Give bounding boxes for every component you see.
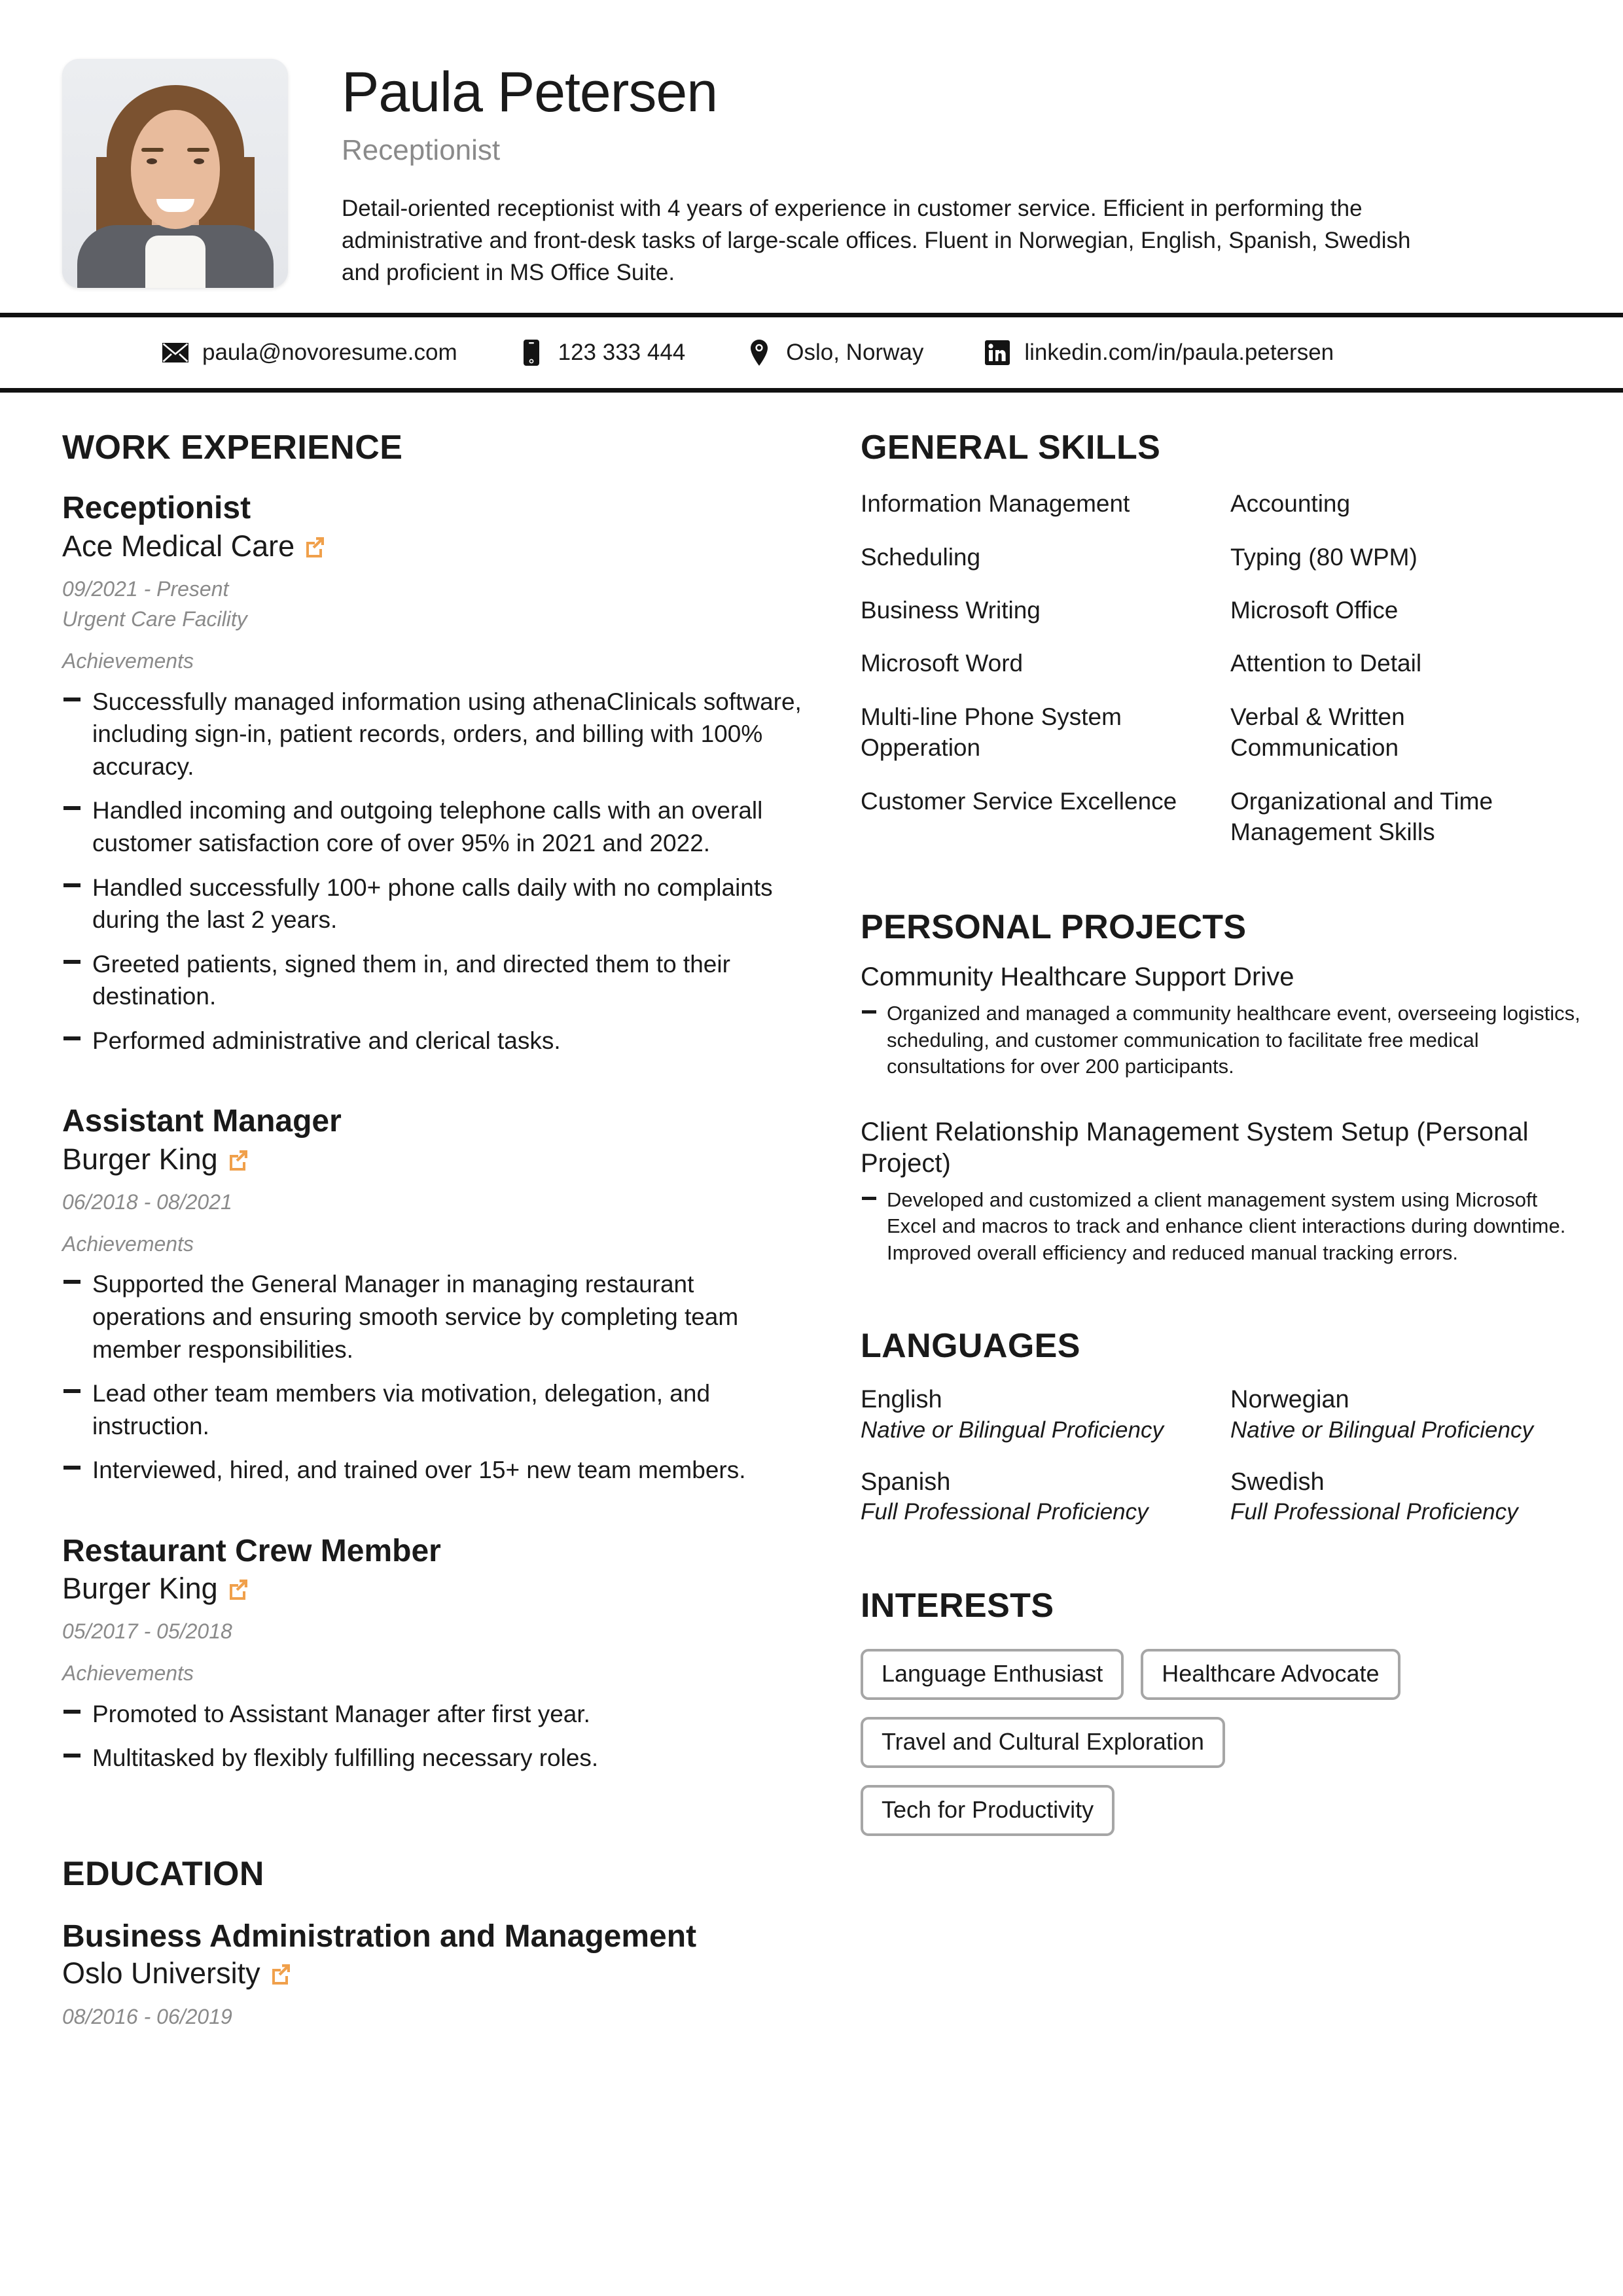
- section-title-interests: INTERESTS: [861, 1587, 1054, 1625]
- skill-item: Scheduling: [861, 543, 981, 571]
- candidate-summary: Detail-oriented receptionist with 4 years of experience in customer service. Efficient in performing the administrative and front-desk tasks of large-scale offices. Fluent in Norwegian, English, Spanish, Swedish and proficient in MS Office Suite.: [342, 196, 1411, 286]
- language-level: Full Professional Proficiency: [1230, 1499, 1518, 1525]
- work-experience-entry: [62, 492, 808, 1057]
- general-skills-grid: [861, 488, 1580, 847]
- language-entry: [1230, 1468, 1580, 1527]
- language-name: English: [861, 1386, 942, 1414]
- job-company-name: Ace Medical Care: [62, 529, 295, 563]
- job-company: [62, 529, 808, 563]
- language-level: Native or Bilingual Proficiency: [1230, 1417, 1533, 1443]
- envelope-icon: [160, 343, 190, 362]
- contact-phone[interactable]: [516, 340, 686, 366]
- contact-bar: [0, 317, 1623, 388]
- achievement-item: Multitasked by flexibly fulfilling necessary roles.: [62, 1742, 808, 1775]
- project-bullet: Organized and managed a community healthcare event, overseeing logistics, scheduling, and customer communication to facilitate free medical consultations for over 200 participants.: [861, 1000, 1580, 1080]
- interests-list: [861, 1649, 1580, 1853]
- mobile-phone-icon: [516, 340, 546, 366]
- job-achievements-list: [62, 1698, 808, 1775]
- interests-row: [861, 1649, 1580, 1717]
- project-title: Community Healthcare Support Drive: [861, 963, 1294, 992]
- achievements-label: Achievements: [62, 1232, 194, 1256]
- personal-project-entry: [861, 961, 1580, 1080]
- project-bullet: Developed and customized a client management system using Microsoft Excel and macros to track and enhance client interactions during downtime. Improved overall efficiency and reduced manual tracking errors.: [861, 1187, 1580, 1266]
- education-entry: [62, 1920, 808, 2029]
- job-subtitle: Urgent Care Facility: [62, 607, 247, 631]
- education-school-name: Oslo University: [62, 1956, 260, 1990]
- language-level: Native or Bilingual Proficiency: [861, 1417, 1164, 1443]
- skill-item: Customer Service Excellence: [861, 787, 1177, 815]
- portrait-eye-left: [147, 158, 157, 164]
- language-name: Spanish: [861, 1468, 951, 1496]
- external-link-icon[interactable]: [304, 535, 326, 557]
- skill-item: Accounting: [1230, 490, 1351, 518]
- left-column: [62, 431, 808, 2028]
- portrait-eyebrow-right: [187, 148, 209, 152]
- skill-item: Business Writing: [861, 597, 1041, 624]
- header-text-block: [288, 59, 1448, 289]
- job-dates: 09/2021 - Present: [62, 576, 229, 601]
- language-name: Swedish: [1230, 1468, 1325, 1496]
- language-entry: [861, 1385, 1230, 1444]
- skill-item: Microsoft Word: [861, 650, 1024, 677]
- achievement-item: Handled incoming and outgoing telephone calls with an overall customer satisfaction core of over 95% in 2021 and 2022.: [62, 794, 808, 859]
- contact-location[interactable]: [744, 340, 923, 366]
- linkedin-icon: [982, 340, 1012, 365]
- language-name: Norwegian: [1230, 1386, 1349, 1414]
- contact-email[interactable]: [160, 340, 457, 366]
- interest-chip[interactable]: Tech for Productivity: [861, 1785, 1115, 1836]
- job-company: [62, 1572, 808, 1606]
- skill-item: Microsoft Office: [1230, 597, 1399, 624]
- language-level: Full Professional Proficiency: [861, 1499, 1149, 1525]
- job-company-name: Burger King: [62, 1142, 218, 1176]
- portrait-shirt: [145, 236, 205, 288]
- achievements-label: Achievements: [62, 649, 194, 673]
- languages-grid: [861, 1385, 1580, 1526]
- candidate-job-title: Receptionist: [342, 134, 501, 166]
- profile-photo: [62, 59, 288, 288]
- external-link-icon[interactable]: [227, 1148, 249, 1171]
- header-divider-top: [0, 313, 1623, 317]
- achievement-item: Handled successfully 100+ phone calls daily with no complaints during the last 2 years.: [62, 872, 808, 936]
- job-company: [62, 1142, 808, 1176]
- achievement-item: Successfully managed information using athenaClinicals software, including sign-in, patient records, orders, and billing with 100% accuracy.: [62, 686, 808, 783]
- project-title: Client Relationship Management System Setup (Personal Project): [861, 1118, 1529, 1178]
- language-entry: [1230, 1385, 1580, 1444]
- project-bullets: [861, 1000, 1580, 1080]
- achievement-item: Performed administrative and clerical tasks.: [62, 1025, 808, 1057]
- contact-email-text: paula@novoresume.com: [202, 340, 457, 366]
- interests-row: [861, 1785, 1580, 1853]
- work-experience-entry: [62, 1105, 808, 1486]
- achievement-item: Greeted patients, signed them in, and directed them to their destination.: [62, 948, 808, 1013]
- spacer: [861, 1526, 1580, 1589]
- skill-item: Multi-line Phone System Opperation: [861, 703, 1122, 762]
- job-achievements-list: [62, 1268, 808, 1486]
- achievements-label: Achievements: [62, 1661, 194, 1686]
- job-role: Assistant Manager: [62, 1104, 342, 1139]
- spacer: [861, 1266, 1580, 1329]
- section-title-education: EDUCATION: [62, 1854, 264, 1893]
- job-role: Receptionist: [62, 491, 251, 526]
- contact-linkedin[interactable]: [982, 340, 1334, 366]
- achievement-item: Promoted to Assistant Manager after first year.: [62, 1698, 808, 1731]
- candidate-name: Paula Petersen: [342, 61, 718, 124]
- right-column: [861, 431, 1580, 2028]
- job-achievements-list: [62, 686, 808, 1057]
- contact-phone-text: 123 333 444: [558, 340, 686, 366]
- education-school: [62, 1956, 808, 1990]
- language-entry: [861, 1468, 1230, 1527]
- interest-chip[interactable]: Healthcare Advocate: [1141, 1649, 1400, 1700]
- resume-body: [0, 431, 1623, 2028]
- interest-chip[interactable]: Travel and Cultural Exploration: [861, 1717, 1225, 1768]
- section-title-work-experience: WORK EXPERIENCE: [62, 429, 403, 467]
- skill-item: Information Management: [861, 490, 1130, 518]
- external-link-icon[interactable]: [270, 1962, 292, 1985]
- achievement-item: Supported the General Manager in managing restaurant operations and ensuring smooth service by completing team member responsibilities.: [62, 1268, 808, 1366]
- section-title-personal-projects: PERSONAL PROJECTS: [861, 908, 1247, 947]
- achievement-item: Lead other team members via motivation, delegation, and instruction.: [62, 1377, 808, 1442]
- project-bullets: [861, 1187, 1580, 1266]
- portrait-eyebrow-left: [141, 148, 164, 152]
- education-degree: Business Administration and Management: [62, 1918, 697, 1954]
- section-title-languages: LANGUAGES: [861, 1327, 1080, 1366]
- external-link-icon[interactable]: [227, 1578, 249, 1600]
- header-divider-bottom: [0, 388, 1623, 393]
- work-experience-entry: [62, 1535, 808, 1775]
- interests-row: [861, 1717, 1580, 1785]
- skill-item: Attention to Detail: [1230, 650, 1422, 677]
- skill-item: Organizational and Time Management Skills: [1230, 787, 1493, 845]
- education-dates: 08/2016 - 06/2019: [62, 2004, 232, 2028]
- contact-linkedin-text: linkedin.com/in/paula.petersen: [1024, 340, 1334, 366]
- achievement-item: Interviewed, hired, and trained over 15+ new team members.: [62, 1454, 808, 1487]
- skill-item: Typing (80 WPM): [1230, 543, 1418, 571]
- job-dates: 06/2018 - 08/2021: [62, 1190, 232, 1214]
- job-company-name: Burger King: [62, 1572, 218, 1606]
- job-role: Restaurant Crew Member: [62, 1533, 441, 1568]
- spacer: [62, 1775, 808, 1857]
- job-dates: 05/2017 - 05/2018: [62, 1619, 232, 1644]
- contact-location-text: Oslo, Norway: [786, 340, 924, 366]
- skill-item: Verbal & Written Communication: [1230, 703, 1405, 762]
- resume-header: [0, 0, 1623, 289]
- portrait-illustration: [62, 59, 288, 288]
- map-pin-icon: [744, 340, 774, 366]
- personal-project-entry: [861, 1116, 1580, 1266]
- portrait-eye-right: [194, 158, 204, 164]
- interest-chip[interactable]: Language Enthusiast: [861, 1649, 1124, 1700]
- spacer: [861, 847, 1580, 910]
- section-title-general-skills: GENERAL SKILLS: [861, 429, 1161, 467]
